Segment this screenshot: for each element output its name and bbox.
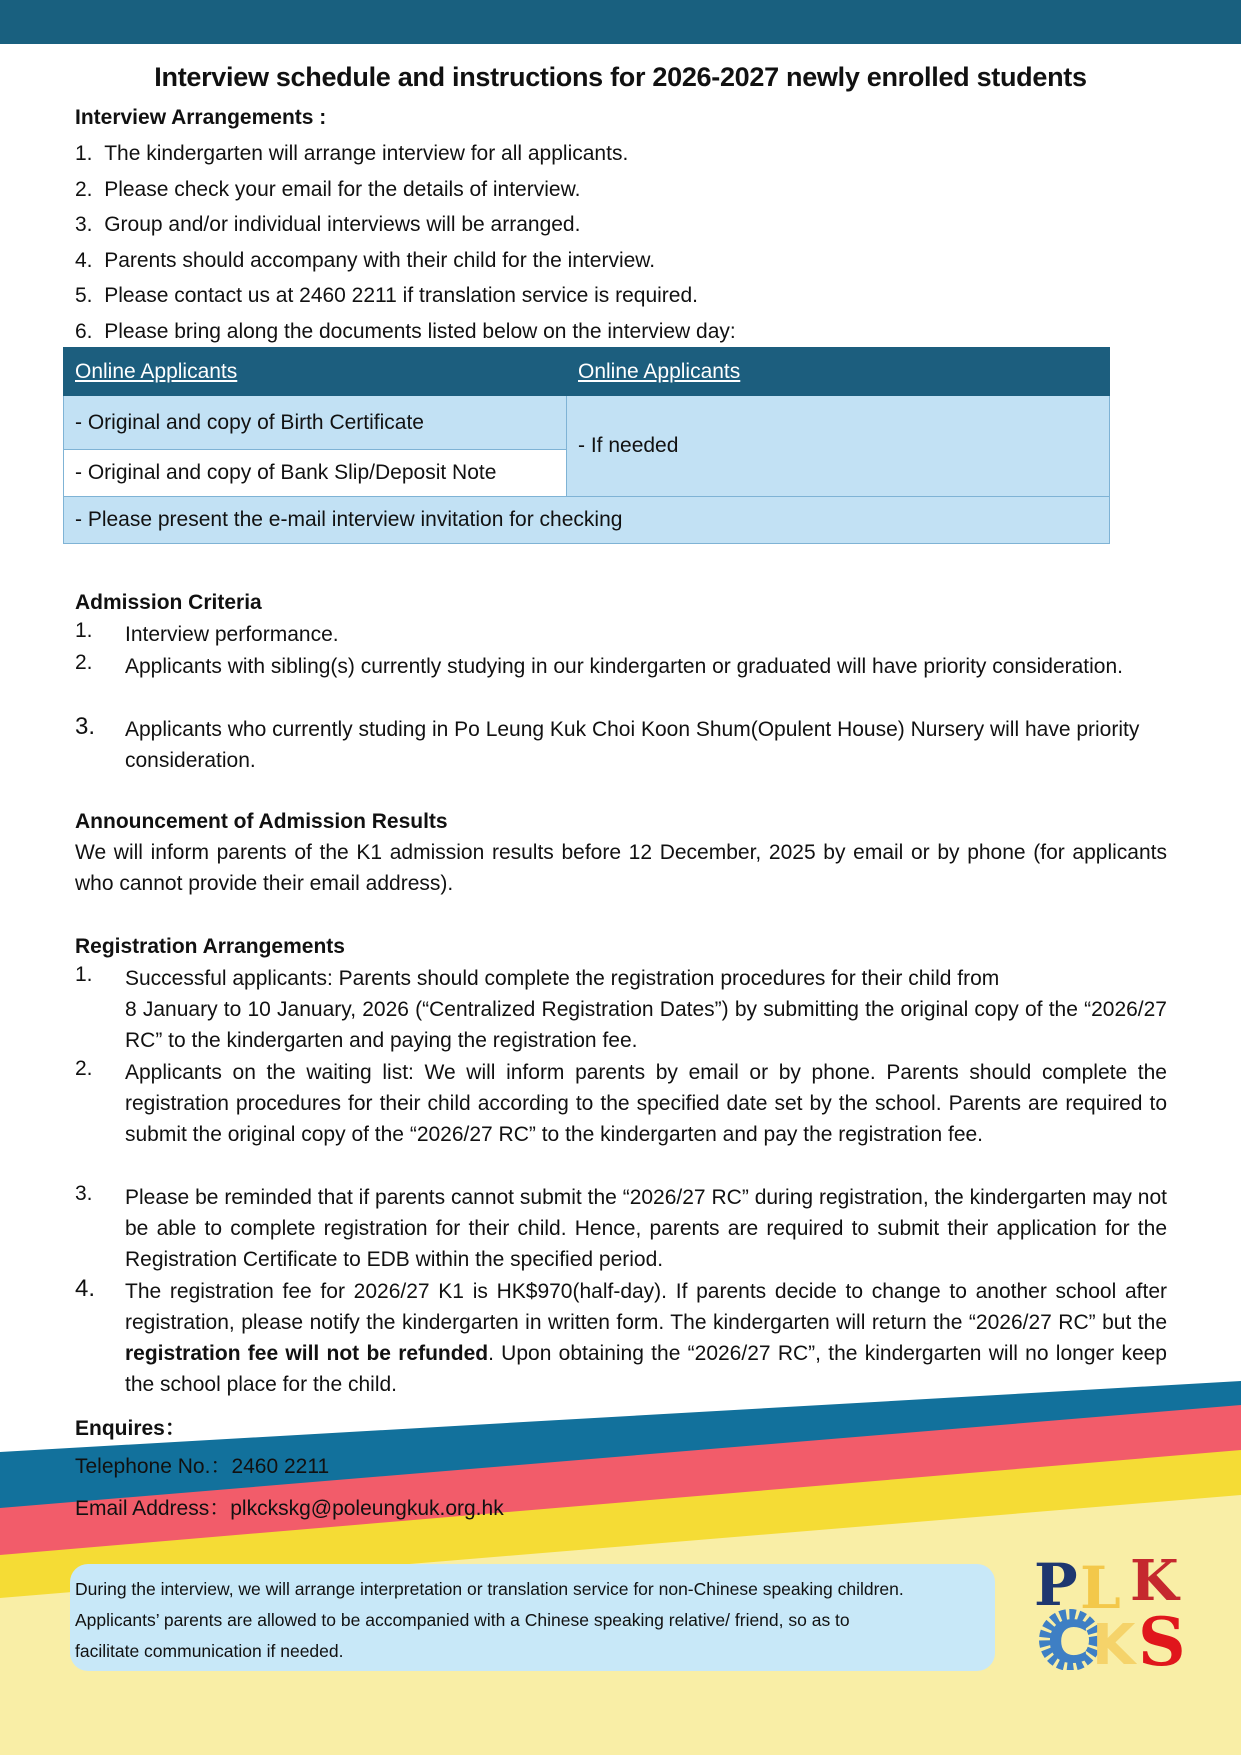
note-line: Applicants’ parents are allowed to be accompanied with a Chinese speaking relative/ friend, so as to (75, 1610, 850, 1630)
list-number: 1. (75, 963, 93, 986)
list-number: 2. (75, 1057, 93, 1080)
note-line: facilitate communication if needed. (75, 1641, 344, 1661)
telephone-line: Telephone No.：2460 2211 (75, 1455, 330, 1478)
list-number: 2. (75, 651, 93, 674)
announcement-text: We will inform parents of the K1 admission results before 12 December, 2025 by email or by phone (for applicants who cannot provide their email address). (75, 841, 1167, 895)
list-item: Please be reminded that if parents cannot submit the “2026/27 RC” during registration, the kindergarten may not be able to complete registration for their child. Hence, parents are required to submit their application for the Registration Certificate to EDB within the specified period. (125, 1186, 1167, 1271)
list-number: 3. (75, 713, 96, 740)
documents-table (63, 347, 1110, 544)
svg-text:S: S (1138, 1603, 1186, 1670)
email-link[interactable]: plkckskg@poleungkuk.org.hk (230, 1497, 504, 1520)
page-title: Interview schedule and instructions for 2026-2027 newly enrolled students (154, 62, 1087, 92)
svg-text:P: P (1034, 1551, 1078, 1619)
table-header: Online Applicants (64, 348, 567, 396)
list-item: The registration fee for 2026/27 K1 is HK$970(half-day). If parents decide to change to another school after registration, please notify the kindergarten in written form. The kindergarten will return the “2026/27 RC” but the registration fee will not be refunded. Upon obtaining the “2026/27 RC”, the kindergarten will no longer keep the school place for the child. (125, 1280, 1167, 1396)
plkcks-logo (1030, 1550, 1200, 1670)
svg-text:K: K (1130, 1550, 1179, 1614)
admission-criteria-heading: Admission Criteria (75, 591, 262, 614)
svg-text:K: K (1092, 1613, 1136, 1670)
list-item (125, 963, 1167, 1056)
list-item: 4. Parents should accompany with their child for the interview. (75, 249, 656, 272)
list-number: 4. (75, 1275, 96, 1302)
list-item-line: 8 January to 10 January, 2026 (“Centralized Registration Dates”) by submitting the original copy of the “2026/27 RC” to the kindergarten and paying the registration fee. (125, 998, 1167, 1052)
table-header: Online Applicants (567, 348, 1110, 396)
enquires-heading: Enquires： (75, 1417, 186, 1440)
table-cell: - Please present the e-mail interview invitation for checking (64, 497, 1110, 544)
table-cell: - Original and copy of Birth Certificate (64, 396, 567, 450)
registration-heading: Registration Arrangements (75, 935, 345, 958)
table-cell: - Original and copy of Bank Slip/Deposit Note (64, 450, 567, 497)
list-item-line: Successful applicants: Parents should complete the registration procedures for their child from (125, 967, 1000, 990)
list-item: 2. Please check your email for the details of interview. (75, 178, 581, 201)
email-line: Email Address：plkckskg@poleungkuk.org.hk (75, 1497, 504, 1520)
list-item: 1. The kindergarten will arrange interview for all applicants. (75, 142, 629, 165)
list-number: 3. (75, 1182, 93, 1205)
list-item: Applicants who currently studing in Po Leung Kuk Choi Koon Shum(Opulent House) Nursery will have priority consideration. (125, 718, 1140, 772)
interview-arrangements-heading: Interview Arrangements : (75, 106, 327, 129)
list-item: Interview performance. (125, 623, 339, 646)
list-item: 3. Group and/or individual interviews will be arranged. (75, 213, 581, 236)
note-line: During the interview, we will arrange interpretation or translation service for non-Chinese speaking children. (75, 1579, 904, 1599)
announcement-heading: Announcement of Admission Results (75, 810, 448, 833)
list-number: 1. (75, 619, 93, 642)
svg-text:C: C (1047, 1608, 1090, 1670)
refund-warning: registration fee will not be refunded (125, 1342, 489, 1365)
list-item: 5. Please contact us at 2460 2211 if translation service is required. (75, 284, 698, 307)
table-cell: - If needed (567, 396, 1110, 497)
translation-note (70, 1564, 995, 1671)
svg-text:L: L (1080, 1554, 1121, 1622)
list-item: 6. Please bring along the documents listed below on the interview day: (75, 320, 736, 343)
list-item: Applicants with sibling(s) currently studying in our kindergarten or graduated will have priority consideration. (125, 655, 1123, 678)
list-item: Applicants on the waiting list: We will inform parents by email or by phone. Parents should complete the registration procedures for their child according to the specified date set by the school. Parents are required to submit the original copy of the “2026/27 RC” to the kindergarten and pay the registration fee. (125, 1061, 1167, 1146)
telephone-link[interactable]: 2460 2211 (231, 1455, 330, 1478)
